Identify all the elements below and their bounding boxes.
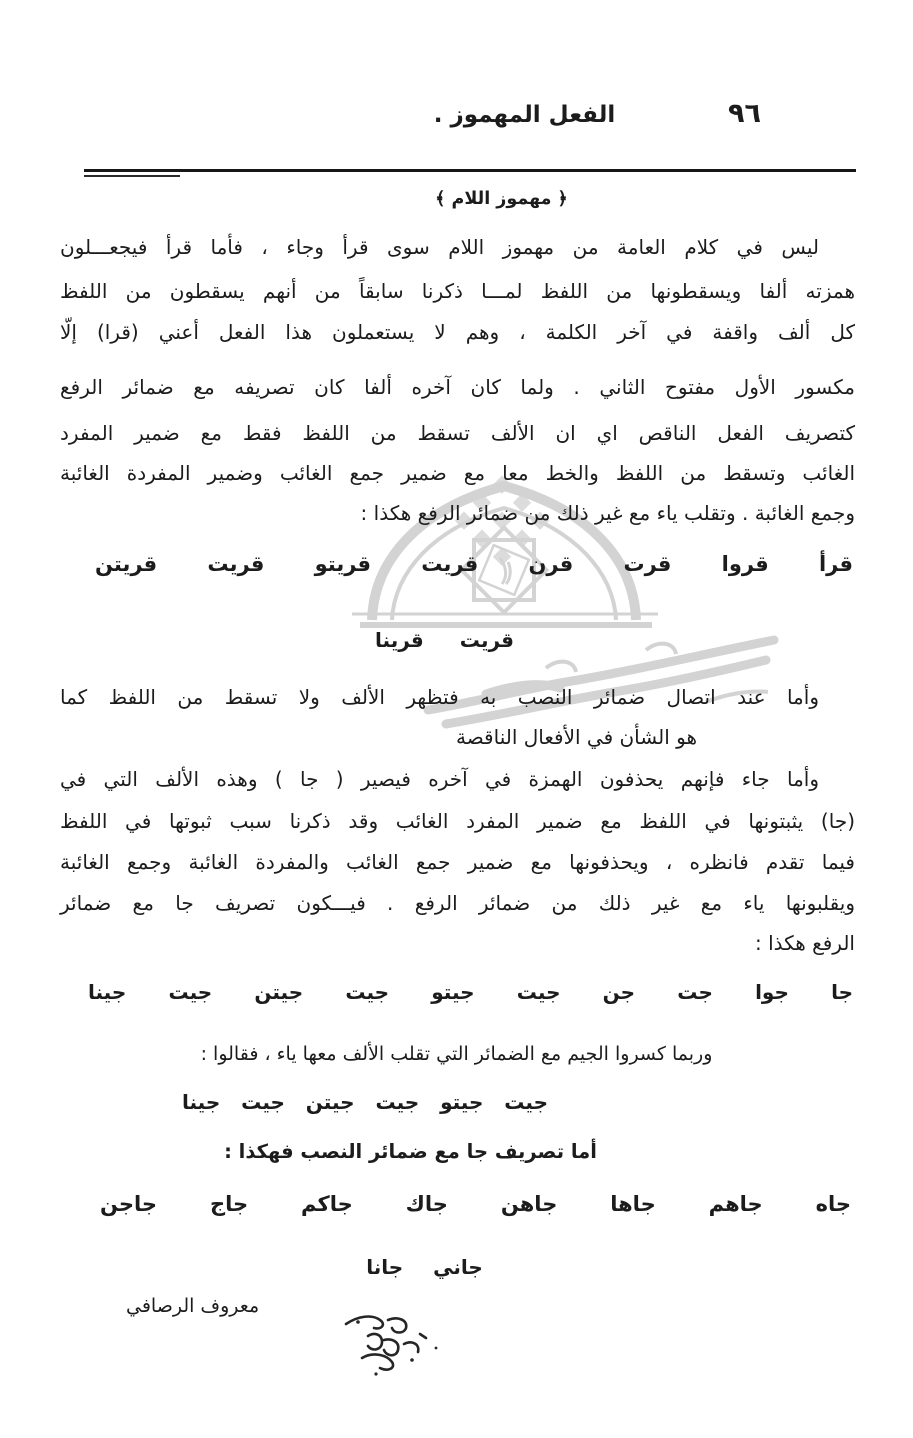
conjugation-word: قروا — [721, 552, 769, 576]
signature-stamp-icon — [328, 1310, 443, 1382]
conjugation-word: قريتن — [95, 552, 158, 576]
conjugation-word: جيتن — [254, 980, 304, 1004]
text-line: فيما تقدم فانظره ، ويحذفونها مع ضمير جمع الغائب والمفردة الغائبة وجمع الغائبة — [60, 850, 855, 874]
conjugation-word: جيت — [168, 980, 213, 1004]
conjugation-row-ja — [88, 980, 853, 1004]
text-line: وأما جاء فإنهم يحذفون الهمزة في آخره فيصير ( جا ) وهذه الألف التي في — [60, 767, 819, 791]
text-line: همزته ألفا ويسقطونها من اللفظ لمـــا ذكرنا سابقاً من أنهم يسقطون من اللفظ — [60, 279, 855, 303]
conjugation-word: جيت — [375, 1090, 420, 1114]
conjugation-word: قرينا — [375, 628, 424, 652]
conjugation-row-ji — [182, 1090, 548, 1114]
conjugation-word: قريت — [421, 552, 479, 576]
text-line: الرفع هكذا : — [755, 931, 855, 955]
conjugation-word: جت — [677, 980, 713, 1004]
conjugation-word: قريتو — [314, 552, 372, 576]
author-signature: معروف الرصافي — [126, 1295, 260, 1317]
conjugation-word: جاكم — [301, 1192, 353, 1216]
conjugation-word: جانا — [366, 1255, 404, 1279]
conjugation-row-ja-nasb-tail — [0, 1255, 881, 1279]
header-rule — [84, 169, 856, 172]
text-line: مكسور الأول مفتوح الثاني . ولما كان آخره ألفا كان تصريفه مع ضمائر الرفع — [60, 375, 855, 399]
conjugation-word: جينا — [182, 1090, 221, 1114]
conjugation-word: جيتو — [440, 1090, 484, 1114]
conjugation-word: جاك — [405, 1192, 448, 1216]
nasb-note-line: أما تصريف جا مع ضمائر النصب فهكذا : — [224, 1140, 597, 1163]
conjugation-word: جيت — [516, 980, 561, 1004]
text-line: كتصريف الفعل الناقص اي ان الألف تسقط من اللفظ فقط مع ضمير المفرد — [60, 421, 855, 445]
conjugation-word: جاها — [610, 1192, 656, 1216]
text-line: ويقلبونها ياء مع غير ذلك من ضمائر الرفع . فيـــكون تصريف جا مع ضمائر — [60, 891, 855, 915]
conjugation-word: جاني — [433, 1255, 483, 1279]
page-title: الفعل المهموز . — [433, 102, 616, 128]
conjugation-word: جيتن — [305, 1090, 355, 1114]
text-line: وأما عند اتصال ضمائر النصب به فتظهر الألف ولا تسقط من اللفظ كما — [60, 685, 819, 709]
conjugation-word: جيت — [345, 980, 390, 1004]
conjugation-word: جوا — [755, 980, 789, 1004]
conjugation-word: قرت — [623, 552, 672, 576]
conjugation-word: جن — [602, 980, 636, 1004]
conjugation-word: جا — [831, 980, 853, 1004]
conjugation-word: جينا — [88, 980, 127, 1004]
conjugation-word: جاه — [815, 1192, 851, 1216]
conjugation-word: جيت — [241, 1090, 285, 1114]
header-rule-secondary — [84, 175, 180, 177]
text-line: (جا) يثبتونها في اللفظ مع ضمير المفرد الغائب وقد ذكرنا سبب ثبوتها في اللفظ — [60, 809, 855, 833]
text-line: وجمع الغائبة . وتقلب ياء مع غير ذلك من ضمائر الرفع هكذا : — [360, 501, 855, 525]
conjugation-word: قرأ — [818, 552, 853, 576]
text-line: هو الشأن في الأفعال الناقصة — [455, 725, 697, 749]
conjugation-word: قرن — [528, 552, 574, 576]
section-title: ﴿ مهموز اللام ﴾ — [435, 189, 568, 209]
text-line: الغائب وتسقط من اللفظ والخط معا مع ضمير جمع الغائب وضمير المفردة الغائبة — [60, 461, 855, 485]
conjugation-word: جاج — [209, 1192, 249, 1216]
conjugation-row-qara-tail — [0, 628, 901, 652]
text-line: كل ألف واقفة في آخر الكلمة ، وهم لا يستعملون هذا الفعل أعني (قرا) إلّا — [60, 320, 855, 344]
conjugation-word: جاهن — [500, 1192, 558, 1216]
conjugation-row-ja-nasb — [100, 1192, 851, 1216]
conjugation-word: قريت — [207, 552, 265, 576]
conjugation-word: جيت — [504, 1090, 548, 1114]
page-number: ٩٦ — [728, 98, 761, 129]
conjugation-word: جاهم — [708, 1192, 763, 1216]
conjugation-word: جيتو — [431, 980, 475, 1004]
text-line: ليس في كلام العامة من مهموز اللام سوى قرأ وجاء ، فأما قرأ فيجعـــلون — [60, 235, 819, 259]
kasra-note-line: وربما كسروا الجيم مع الضمائر التي تقلب الألف معها ياء ، فقالوا : — [200, 1043, 713, 1065]
conjugation-row-qara — [95, 552, 853, 576]
conjugation-word: قريت — [459, 628, 514, 652]
conjugation-word: جاجن — [100, 1192, 158, 1216]
